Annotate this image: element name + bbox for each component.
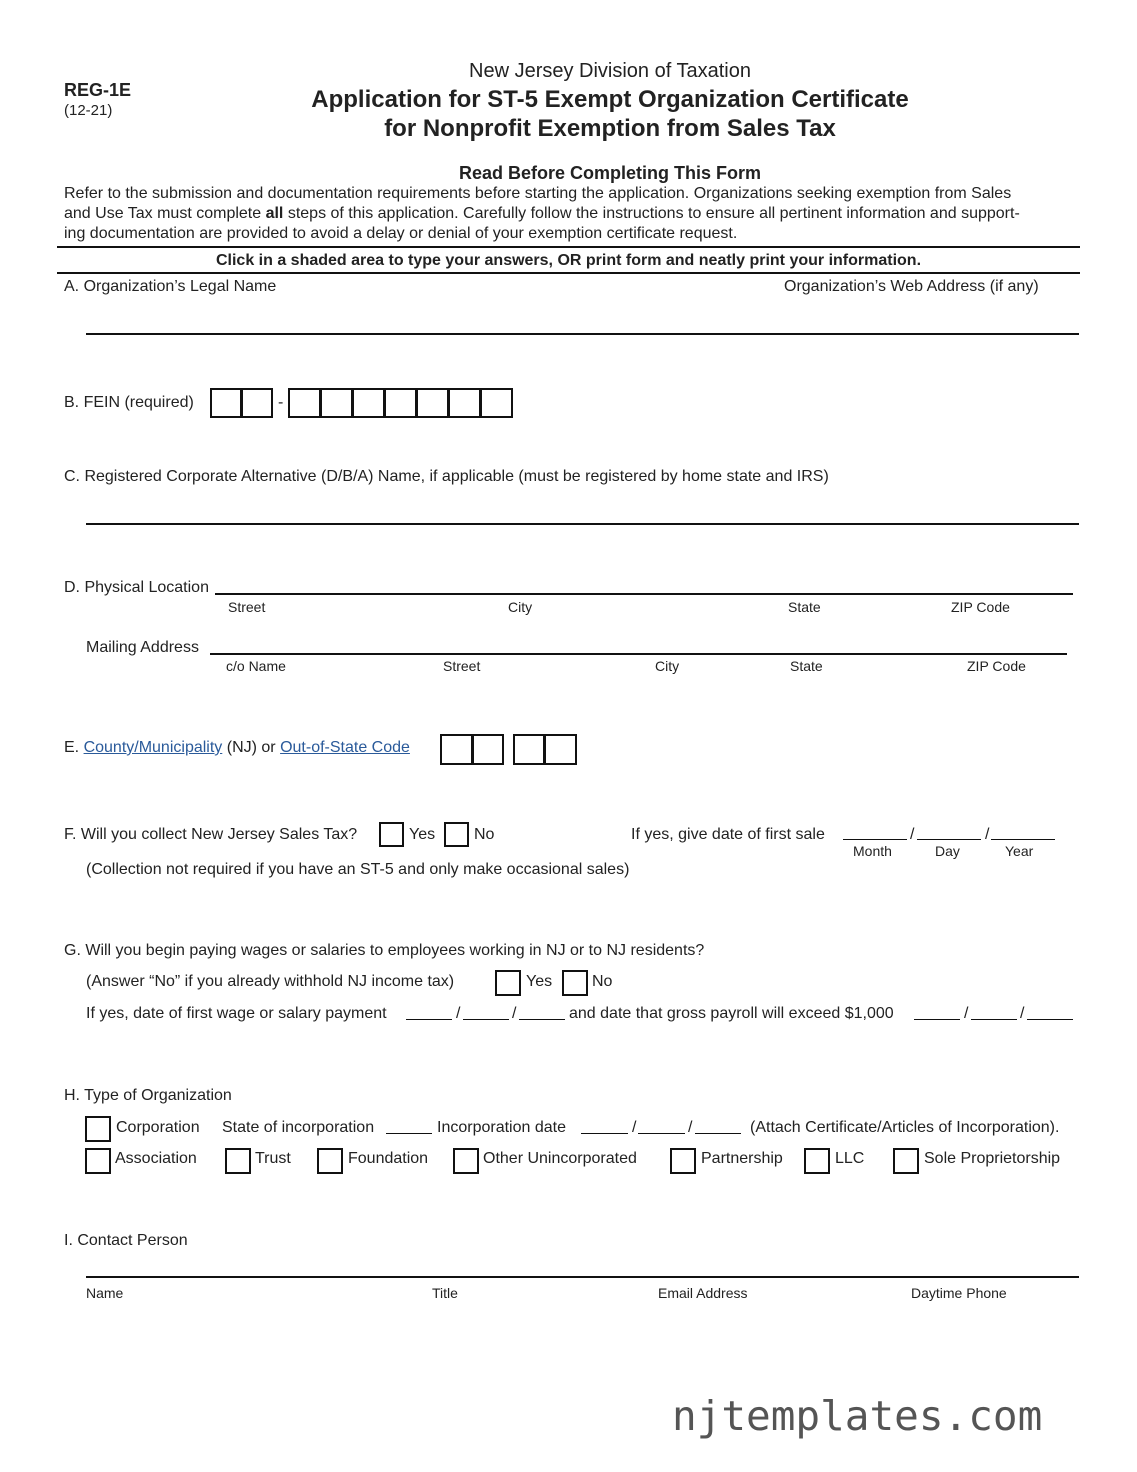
- association-checkbox[interactable]: [85, 1148, 111, 1174]
- llc-label: LLC: [835, 1150, 865, 1167]
- first-sale-day-field[interactable]: [917, 822, 981, 840]
- mailing-address-label: Mailing Address: [86, 639, 199, 656]
- corporation-checkbox[interactable]: [85, 1116, 111, 1142]
- municipality-code-box[interactable]: [544, 734, 577, 765]
- dba-name-field[interactable]: [86, 490, 1079, 525]
- wages-yes-checkbox[interactable]: [495, 970, 521, 996]
- state-of-incorporation-field[interactable]: [386, 1117, 432, 1134]
- fein-digit-box[interactable]: [416, 388, 449, 418]
- page-subtitle: for Nonprofit Exemption from Sales Tax: [384, 115, 836, 142]
- fein-digit-box[interactable]: [210, 388, 242, 418]
- county-code-label: [64, 739, 410, 757]
- month-caption: Month: [853, 843, 892, 859]
- sales-tax-yes-label: Yes: [409, 826, 436, 843]
- instruction-banner: Click in a shaded area to type your answers, OR print form and neatly print your information.: [215, 252, 922, 269]
- sales-tax-question: F. Will you collect New Jersey Sales Tax?: [64, 826, 358, 843]
- legal-name-label: A. Organization’s Legal Name: [64, 278, 277, 295]
- form-revision: (12-21): [64, 102, 113, 119]
- date-slash: /: [985, 826, 990, 843]
- fein-digit-box[interactable]: [384, 388, 417, 418]
- mailing-street-caption: Street: [443, 658, 481, 674]
- physical-city-caption: City: [508, 599, 533, 615]
- contact-phone-caption: Daytime Phone: [911, 1285, 1007, 1301]
- wages-yes-label: Yes: [526, 973, 553, 990]
- first-wage-year-field[interactable]: [519, 1002, 565, 1020]
- payroll-year-field[interactable]: [1027, 1002, 1073, 1020]
- county-code-prefix: E.: [64, 739, 84, 756]
- trust-checkbox[interactable]: [225, 1148, 251, 1174]
- physical-location-field[interactable]: [215, 570, 1073, 595]
- physical-zip-caption: ZIP Code: [951, 599, 1010, 615]
- first-sale-month-field[interactable]: [843, 822, 907, 840]
- first-wage-label: If yes, date of first wage or salary payment: [86, 1005, 387, 1022]
- intro-text-bold: all: [265, 205, 284, 222]
- contact-name-caption: Name: [86, 1285, 124, 1301]
- sales-tax-no-label: No: [474, 826, 495, 843]
- corporation-label: Corporation: [116, 1119, 200, 1136]
- payroll-day-field[interactable]: [971, 1002, 1017, 1020]
- payroll-month-field[interactable]: [914, 1002, 960, 1020]
- mailing-state-caption: State: [790, 658, 823, 674]
- inc-date-day-field[interactable]: [638, 1117, 685, 1134]
- site-watermark: njtemplates.com: [672, 1392, 1043, 1440]
- county-code-box[interactable]: [440, 734, 473, 765]
- contact-person-field[interactable]: [86, 1250, 1079, 1278]
- county-municipality-link[interactable]: County/Municipality: [83, 739, 223, 756]
- physical-location-label: D. Physical Location: [64, 579, 209, 596]
- fein-digit-box[interactable]: [480, 388, 513, 418]
- sole-proprietorship-label: Sole Proprietorship: [924, 1150, 1061, 1167]
- intro-text-line2-post: steps of this application. Carefully follow the instructions to ensure all pertinent information and support-: [283, 205, 1020, 222]
- state-of-incorporation-label: State of incorporation: [222, 1119, 375, 1136]
- partnership-label: Partnership: [701, 1150, 783, 1167]
- partnership-checkbox[interactable]: [670, 1148, 696, 1174]
- divider-top: [57, 246, 1080, 248]
- day-caption: Day: [935, 843, 960, 859]
- date-slash: /: [632, 1119, 637, 1136]
- out-of-state-code-link[interactable]: Out-of-State Code: [280, 739, 410, 756]
- date-slash: /: [964, 1005, 969, 1022]
- org-type-label: H. Type of Organization: [64, 1087, 232, 1104]
- mailing-address-field[interactable]: [210, 630, 1067, 655]
- first-wage-day-field[interactable]: [463, 1002, 509, 1020]
- legal-name-field[interactable]: [86, 300, 1079, 335]
- payroll-exceed-label: and date that gross payroll will exceed $1,000: [569, 1005, 894, 1022]
- intro-text-line2-pre: and Use Tax must complete: [64, 205, 266, 222]
- mailing-co-name-caption: c/o Name: [226, 658, 286, 674]
- sales-tax-note: (Collection not required if you have an ST-5 and only make occasional sales): [86, 861, 630, 878]
- wages-note: (Answer “No” if you already withhold NJ income tax): [86, 973, 455, 990]
- attach-certificate-note: (Attach Certificate/Articles of Incorporation).: [750, 1119, 1060, 1136]
- divider-bottom: [57, 272, 1080, 274]
- llc-checkbox[interactable]: [804, 1148, 830, 1174]
- first-wage-month-field[interactable]: [406, 1002, 452, 1020]
- wages-no-checkbox[interactable]: [562, 970, 588, 996]
- physical-street-caption: Street: [228, 599, 266, 615]
- trust-label: Trust: [255, 1150, 291, 1167]
- fein-digit-box[interactable]: [320, 388, 353, 418]
- date-slash: /: [688, 1119, 693, 1136]
- sole-proprietorship-checkbox[interactable]: [893, 1148, 919, 1174]
- intro-text-line3: ing documentation are provided to avoid a delay or denial of your exemption certificate request.: [64, 225, 738, 242]
- contact-person-label: I. Contact Person: [64, 1232, 188, 1249]
- other-unincorporated-label: Other Unincorporated: [483, 1150, 637, 1167]
- contact-email-caption: Email Address: [658, 1285, 748, 1301]
- date-slash: /: [1020, 1005, 1025, 1022]
- inc-date-month-field[interactable]: [581, 1117, 628, 1134]
- incorporation-date-label: Incorporation date: [437, 1119, 566, 1136]
- fein-digit-box[interactable]: [288, 388, 321, 418]
- intro-text-line1: Refer to the submission and documentation requirements before starting the application. Organizations seeking exemption from Sales: [64, 185, 1012, 202]
- other-unincorporated-checkbox[interactable]: [453, 1148, 479, 1174]
- association-label: Association: [115, 1150, 197, 1167]
- contact-title-caption: Title: [432, 1285, 458, 1301]
- mailing-city-caption: City: [655, 658, 680, 674]
- date-slash: /: [456, 1005, 461, 1022]
- first-sale-date-label: If yes, give date of first sale: [631, 826, 825, 843]
- foundation-checkbox[interactable]: [317, 1148, 343, 1174]
- agency-name: New Jersey Division of Taxation: [469, 60, 751, 82]
- date-slash: /: [512, 1005, 517, 1022]
- fein-digit-box[interactable]: [241, 388, 273, 418]
- year-caption: Year: [1005, 843, 1034, 859]
- date-slash: /: [910, 826, 915, 843]
- physical-state-caption: State: [788, 599, 821, 615]
- dba-name-label: C. Registered Corporate Alternative (D/B/A) Name, if applicable (must be registered by home state and IRS): [64, 468, 829, 485]
- county-code-mid: (NJ) or: [222, 739, 281, 756]
- first-sale-year-field[interactable]: [991, 822, 1055, 840]
- page-title: Application for ST-5 Exempt Organization Certificate: [311, 86, 909, 113]
- sales-tax-no-checkbox[interactable]: [444, 822, 469, 847]
- fein-label: B. FEIN (required): [64, 394, 194, 411]
- wages-no-label: No: [592, 973, 613, 990]
- wages-question: G. Will you begin paying wages or salaries to employees working in NJ or to NJ residents?: [64, 942, 705, 959]
- fein-digit-box[interactable]: [352, 388, 385, 418]
- fein-dash: -: [278, 394, 284, 411]
- municipality-code-box[interactable]: [513, 734, 545, 765]
- inc-date-year-field[interactable]: [695, 1117, 741, 1134]
- county-code-box[interactable]: [472, 734, 504, 765]
- fein-digit-box[interactable]: [448, 388, 481, 418]
- foundation-label: Foundation: [348, 1150, 429, 1167]
- form-id: REG-1E: [64, 80, 132, 100]
- intro-heading: Read Before Completing This Form: [458, 163, 762, 183]
- intro-text-line2: [64, 205, 1020, 223]
- web-address-label: Organization’s Web Address (if any): [784, 278, 1039, 295]
- mailing-zip-caption: ZIP Code: [967, 658, 1026, 674]
- sales-tax-yes-checkbox[interactable]: [379, 822, 404, 847]
